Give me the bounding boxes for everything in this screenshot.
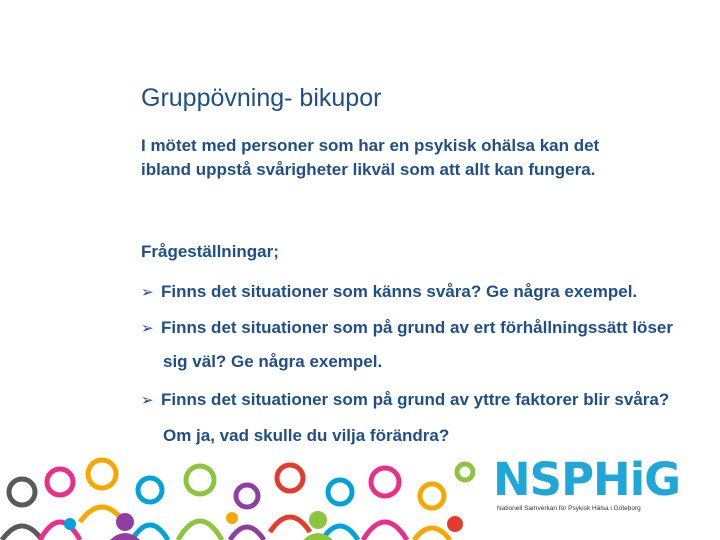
intro-text xyxy=(141,134,701,182)
questions-heading: Frågeställningar; xyxy=(141,242,279,261)
nsphig-logo xyxy=(493,455,713,515)
slide-title: Gruppövning- bikupor xyxy=(141,84,382,112)
bullet-text: Finns det situationer som på grund av yttre faktorer blir svåra? xyxy=(161,390,670,409)
intro-line: ibland uppstå svårigheter likväl som att allt kan fungera. xyxy=(141,160,596,179)
logo-subtitle: Nationell Samverkan för Psykisk Hälsa i Göteborg xyxy=(497,505,641,512)
people-silhouettes-illustration xyxy=(0,452,475,540)
bullet-text: Finns det situationer som på grund av ert förhållningssätt löser xyxy=(161,318,673,337)
arrow-bullet-icon: ➢ xyxy=(141,319,154,337)
arrow-bullet-icon: ➢ xyxy=(141,283,154,301)
bullet-item xyxy=(141,390,669,410)
arrow-bullet-icon: ➢ xyxy=(141,391,154,409)
intro-line: I mötet med personer som har en psykisk ohälsa kan det xyxy=(141,136,600,155)
logo-name: NSPHiG xyxy=(493,453,681,506)
bullet-text: Finns det situationer som känns svåra? Ge några exempel. xyxy=(161,282,638,301)
bullet-item xyxy=(141,282,637,302)
bullet-item xyxy=(141,318,673,338)
bullet-continuation: sig väl? Ge några exempel. xyxy=(163,352,383,371)
bullet-continuation: Om ja, vad skulle du vilja förändra? xyxy=(163,426,450,445)
